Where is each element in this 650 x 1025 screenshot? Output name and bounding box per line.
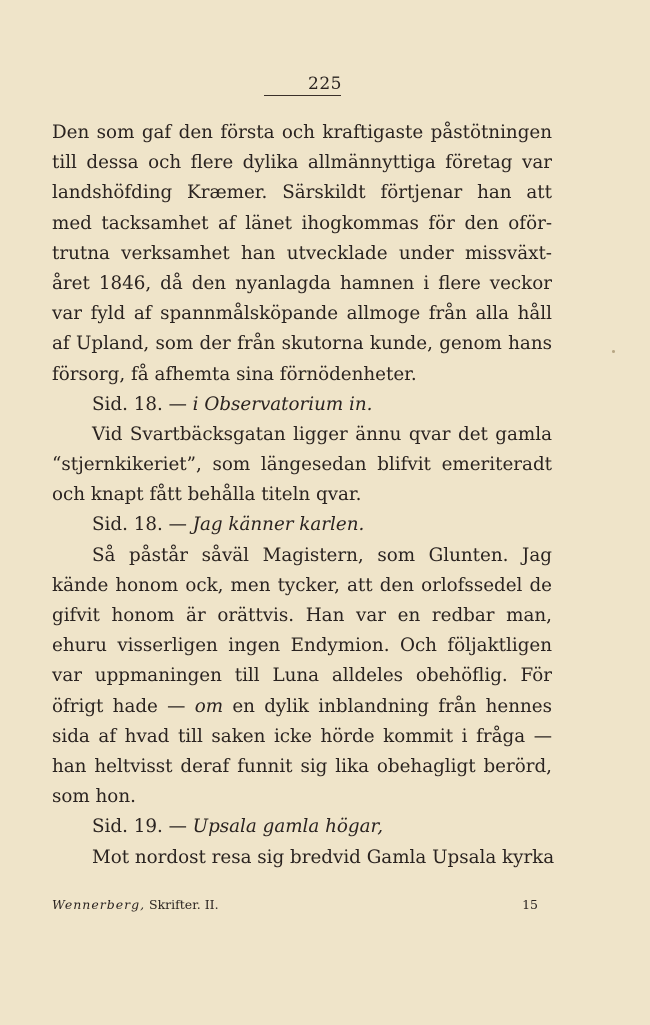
footer: [52, 897, 552, 912]
text-line: Mot nordost resa sig bredvid Gamla Upsala kyrka: [92, 846, 555, 868]
text-line: med tacksamhet af länet ihogkommas för den oför-: [52, 212, 552, 234]
text-line: landshöfding Kræmer. Särskildt förtjenar han att: [52, 182, 552, 204]
text-line: öfrigt hade — om en dylik inblandning från hennes: [52, 695, 552, 717]
text-line: ehuru visserligen ingen Endymion. Och följaktligen: [52, 635, 552, 657]
footer-signature: 15: [522, 897, 538, 912]
reference-line: Sid. 19. — Upsala gamla högar,: [92, 816, 384, 838]
text-line: och knapt fått behålla titeln qvar.: [52, 484, 362, 506]
text-line: till dessa och flere dylika allmännyttiga företag var: [52, 152, 552, 174]
text-line: året 1846, då den nyanlagda hamnen i flere veckor: [52, 272, 552, 294]
text-line: “stjernkikeriet”, som längesedan blifvit emeriteradt: [52, 454, 552, 476]
footer-title: Skrifter. II.: [145, 897, 219, 912]
paper-speck: [612, 350, 615, 353]
footer-author: Wennerberg,: [52, 897, 146, 912]
text-line: Vid Svartbäcksgatan ligger ännu qvar det gamla: [92, 423, 552, 445]
text-line: han heltvisst deraf funnit sig lika obehagligt berörd,: [52, 755, 552, 777]
page-number: 225: [308, 74, 342, 94]
text-line: var uppmaningen till Luna alldeles obehöflig. För: [52, 665, 552, 687]
text-line: försorg, få afhemta sina förnödenheter.: [52, 363, 417, 385]
text-line: Den som gaf den första och kraftigaste påstötningen: [52, 122, 552, 143]
text-line: Så påstår såväl Magistern, som Glunten. Jag: [92, 544, 552, 566]
text-line: trutna verksamhet han utvecklade under missväxt-: [52, 242, 552, 264]
body-text: [52, 118, 555, 873]
text-line: sida af hvad till saken icke hörde kommit i fråga —: [52, 725, 552, 747]
page-number-rule: [264, 95, 341, 96]
reference-line: Sid. 18. — i Observatorium in.: [92, 393, 373, 415]
text-line: gifvit honom är orättvis. Han var en redbar man,: [52, 605, 552, 626]
reference-line: Sid. 18. — Jag känner karlen.: [92, 514, 365, 536]
text-line: som hon.: [52, 786, 136, 808]
text-line: kände honom ock, men tycker, att den orlofssedel de: [52, 574, 552, 596]
text-line: var fyld af spannmålsköpande allmoge från alla håll: [52, 303, 552, 325]
text-line: af Upland, som der från skutorna kunde, genom hans: [52, 333, 552, 355]
